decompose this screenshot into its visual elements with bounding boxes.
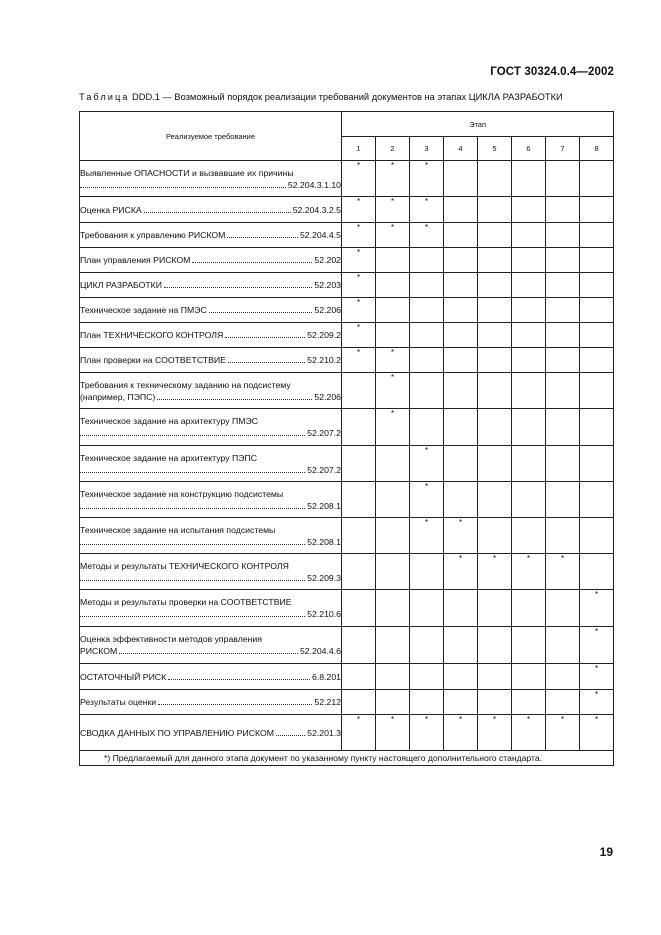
stage-mark-cell: * bbox=[512, 715, 546, 751]
stage-mark-cell bbox=[478, 298, 512, 323]
stage-mark-cell bbox=[478, 348, 512, 373]
stage-mark-cell bbox=[478, 197, 512, 223]
stage-mark-cell bbox=[376, 446, 410, 482]
stage-mark-cell bbox=[376, 273, 410, 298]
table-row bbox=[80, 298, 614, 323]
requirement-text: Техническое задание на ПМЭС bbox=[80, 305, 207, 315]
stage-mark-cell bbox=[512, 248, 546, 273]
requirement-text: Методы и результаты проверки на СООТВЕТСТВИЕ bbox=[80, 597, 292, 607]
stage-number: 7 bbox=[546, 137, 580, 161]
dot-leader bbox=[80, 615, 305, 617]
requirement-line bbox=[80, 391, 341, 403]
stage-mark-cell bbox=[546, 348, 580, 373]
stage-mark-cell bbox=[580, 518, 614, 554]
clause-reference: 52.212 bbox=[314, 697, 341, 707]
stage-mark-cell bbox=[580, 323, 614, 348]
reference-line bbox=[80, 427, 341, 439]
dot-leader bbox=[119, 652, 298, 654]
stage-mark-cell: * bbox=[376, 161, 410, 197]
stage-mark-cell: * bbox=[342, 161, 376, 197]
stage-mark-cell bbox=[410, 248, 444, 273]
clause-reference: 52.204.3.2.5 bbox=[292, 204, 341, 215]
reference-line bbox=[80, 572, 341, 584]
table-row bbox=[80, 627, 614, 664]
stage-mark-cell bbox=[512, 518, 546, 554]
stage-mark-cell: * bbox=[444, 715, 478, 751]
clause-reference: 52.203 bbox=[314, 280, 341, 290]
stage-mark-cell bbox=[342, 446, 376, 482]
clause-reference: 52.207.2 bbox=[307, 428, 341, 438]
requirement-text: Оценка РИСКА bbox=[80, 204, 142, 215]
stage-mark-cell bbox=[580, 554, 614, 590]
stage-mark-cell bbox=[444, 197, 478, 223]
stage-mark-cell bbox=[342, 590, 376, 627]
stage-mark-cell bbox=[512, 223, 546, 248]
stage-mark-cell bbox=[512, 348, 546, 373]
column-header-stage: Этап bbox=[342, 112, 614, 137]
reference-line bbox=[80, 536, 341, 548]
stage-mark-cell: * bbox=[376, 409, 410, 446]
stage-mark-cell bbox=[444, 323, 478, 348]
dot-leader bbox=[80, 507, 305, 509]
stage-mark-cell bbox=[410, 409, 444, 446]
dot-leader bbox=[157, 398, 312, 400]
requirement-cell bbox=[80, 627, 342, 664]
requirement-cell bbox=[80, 590, 342, 627]
stage-mark-cell bbox=[512, 373, 546, 409]
stage-mark-cell bbox=[580, 161, 614, 197]
caption-text: DDD.1 — Возможный порядок реализации требований документов на этапах ЦИКЛА РАЗРАБОТКИ bbox=[129, 92, 563, 102]
stage-number: 4 bbox=[444, 137, 478, 161]
stage-mark-cell bbox=[444, 248, 478, 273]
requirement-text: СВОДКА ДАННЫХ ПО УПРАВЛЕНИЮ РИСКОМ bbox=[80, 727, 274, 738]
clause-reference: 52.207.2 bbox=[307, 464, 341, 475]
stage-mark-cell bbox=[478, 446, 512, 482]
requirement-cell bbox=[80, 273, 342, 298]
table-row bbox=[80, 248, 614, 273]
stage-mark-cell bbox=[580, 348, 614, 373]
requirement-text: ЦИКЛ РАЗРАБОТКИ bbox=[80, 280, 162, 290]
requirement-cell bbox=[80, 161, 342, 197]
stage-mark-cell: * bbox=[478, 715, 512, 751]
stage-mark-cell: * bbox=[342, 223, 376, 248]
stage-mark-cell: * bbox=[376, 348, 410, 373]
stage-mark-cell: * bbox=[410, 446, 444, 482]
stage-mark-cell: * bbox=[444, 554, 478, 590]
stage-mark-cell bbox=[342, 664, 376, 690]
table-row bbox=[80, 273, 614, 298]
stage-mark-cell: * bbox=[580, 590, 614, 627]
stage-mark-cell bbox=[512, 161, 546, 197]
caption-label: Таблица bbox=[79, 92, 130, 102]
requirement-cell bbox=[80, 323, 342, 348]
stage-mark-cell bbox=[410, 690, 444, 715]
stage-mark-cell bbox=[444, 482, 478, 518]
clause-reference: 52.208.1 bbox=[307, 500, 341, 511]
stage-mark-cell bbox=[376, 554, 410, 590]
stage-mark-cell: * bbox=[410, 223, 444, 248]
table-row bbox=[80, 590, 614, 627]
dot-leader bbox=[80, 579, 305, 581]
clause-reference: 52.204.4.6 bbox=[299, 646, 341, 656]
stage-mark-cell bbox=[546, 518, 580, 554]
stage-mark-cell bbox=[410, 298, 444, 323]
stage-number: 8 bbox=[580, 137, 614, 161]
stage-mark-cell: * bbox=[512, 554, 546, 590]
stage-mark-cell bbox=[342, 518, 376, 554]
stage-mark-cell bbox=[546, 248, 580, 273]
stage-mark-cell bbox=[410, 590, 444, 627]
stage-mark-cell: * bbox=[546, 715, 580, 751]
stage-mark-cell: * bbox=[376, 197, 410, 223]
stage-mark-cell bbox=[512, 273, 546, 298]
table-row bbox=[80, 518, 614, 554]
stage-mark-cell bbox=[478, 223, 512, 248]
requirement-cell bbox=[80, 348, 342, 373]
footnote-text: *) Предлагаемый для данного этапа документ по указанному пункту настоящего дополнительного стандарта. bbox=[104, 753, 542, 763]
stage-mark-cell: * bbox=[342, 248, 376, 273]
stage-mark-cell bbox=[512, 690, 546, 715]
dot-leader bbox=[276, 734, 305, 736]
clause-reference: 52.209.3 bbox=[307, 572, 341, 583]
stage-mark-cell bbox=[580, 248, 614, 273]
stage-mark-cell: * bbox=[376, 223, 410, 248]
table-row bbox=[80, 223, 614, 248]
dot-leader bbox=[144, 211, 291, 213]
stage-mark-cell bbox=[512, 590, 546, 627]
table-row bbox=[80, 482, 614, 518]
stage-mark-cell: * bbox=[410, 161, 444, 197]
requirement-text: Техническое задание на испытания подсистемы bbox=[80, 524, 276, 535]
stage-mark-cell: * bbox=[444, 518, 478, 554]
requirement-text: РИСКОМ bbox=[80, 646, 118, 656]
clause-reference: 6.8.201 bbox=[312, 671, 341, 682]
stage-mark-cell bbox=[478, 590, 512, 627]
stage-mark-cell bbox=[478, 409, 512, 446]
stage-mark-cell bbox=[512, 409, 546, 446]
stage-mark-cell bbox=[444, 348, 478, 373]
stage-mark-cell: * bbox=[580, 715, 614, 751]
stage-mark-cell bbox=[410, 373, 444, 409]
requirement-line bbox=[80, 696, 341, 708]
table-body bbox=[80, 161, 614, 751]
requirement-cell bbox=[80, 197, 342, 223]
requirement-line bbox=[80, 671, 341, 683]
clause-reference: 52.209.2 bbox=[307, 330, 341, 340]
stage-mark-cell bbox=[546, 223, 580, 248]
dot-leader bbox=[80, 186, 286, 188]
stage-mark-cell bbox=[478, 664, 512, 690]
clause-reference: 52.202 bbox=[314, 255, 341, 265]
requirement-text: Техническое задание на архитектуру ПМЭС bbox=[80, 416, 258, 426]
stage-mark-cell bbox=[546, 482, 580, 518]
stage-mark-cell bbox=[546, 590, 580, 627]
requirement-text: Техническое задание на архитектуру ПЭПС bbox=[80, 452, 257, 463]
stage-mark-cell: * bbox=[342, 323, 376, 348]
requirement-cell bbox=[80, 518, 342, 554]
stage-mark-cell bbox=[342, 373, 376, 409]
stage-mark-cell: * bbox=[342, 197, 376, 223]
table-row bbox=[80, 161, 614, 197]
stage-number: 2 bbox=[376, 137, 410, 161]
requirement-line bbox=[80, 304, 341, 316]
stage-mark-cell bbox=[376, 664, 410, 690]
stage-mark-cell: * bbox=[342, 298, 376, 323]
stage-mark-cell bbox=[478, 323, 512, 348]
reference-line bbox=[80, 500, 341, 512]
stage-mark-cell: * bbox=[342, 273, 376, 298]
dot-leader bbox=[227, 236, 298, 238]
stage-mark-cell bbox=[478, 161, 512, 197]
stage-mark-cell: * bbox=[580, 664, 614, 690]
stage-mark-cell bbox=[512, 446, 546, 482]
stage-mark-cell: * bbox=[478, 554, 512, 590]
dot-leader bbox=[80, 471, 305, 473]
requirement-cell bbox=[80, 664, 342, 690]
stage-mark-cell bbox=[444, 690, 478, 715]
stage-mark-cell bbox=[580, 446, 614, 482]
stage-number: 5 bbox=[478, 137, 512, 161]
stage-mark-cell bbox=[444, 298, 478, 323]
stage-mark-cell bbox=[512, 323, 546, 348]
stage-mark-cell: * bbox=[580, 690, 614, 715]
table-row bbox=[80, 664, 614, 690]
dot-leader bbox=[168, 678, 310, 680]
stage-mark-cell bbox=[512, 482, 546, 518]
stage-mark-cell bbox=[410, 554, 444, 590]
requirement-text: План проверки на СООТВЕТСТВИЕ bbox=[80, 355, 226, 365]
requirement-cell bbox=[80, 223, 342, 248]
table-footnote bbox=[80, 751, 614, 766]
requirement-text: Методы и результаты ТЕХНИЧЕСКОГО КОНТРОЛЯ bbox=[80, 560, 289, 571]
stage-mark-cell bbox=[410, 627, 444, 664]
standard-header: ГОСТ 30324.0.4—2002 bbox=[490, 66, 614, 78]
stage-mark-cell bbox=[512, 197, 546, 223]
stage-mark-cell bbox=[478, 627, 512, 664]
dot-leader bbox=[209, 311, 313, 313]
stage-mark-cell bbox=[580, 273, 614, 298]
requirement-text: Оценка эффективности методов управления bbox=[80, 634, 262, 644]
stage-mark-cell: * bbox=[580, 627, 614, 664]
stage-mark-cell: * bbox=[410, 518, 444, 554]
requirement-cell bbox=[80, 715, 342, 751]
requirement-line bbox=[80, 204, 341, 216]
table-row bbox=[80, 715, 614, 751]
table-caption bbox=[79, 92, 619, 102]
requirement-line bbox=[80, 354, 341, 366]
stage-mark-cell bbox=[580, 298, 614, 323]
table-row bbox=[80, 348, 614, 373]
stage-mark-cell bbox=[478, 518, 512, 554]
clause-reference: 52.206 bbox=[314, 305, 341, 315]
requirement-line bbox=[80, 727, 341, 739]
stage-mark-cell bbox=[444, 161, 478, 197]
stage-mark-cell bbox=[580, 409, 614, 446]
stage-mark-cell bbox=[444, 409, 478, 446]
table-row bbox=[80, 554, 614, 590]
stage-mark-cell bbox=[410, 664, 444, 690]
requirement-cell bbox=[80, 482, 342, 518]
clause-reference: 52.204.3.1.10 bbox=[287, 179, 341, 190]
clause-reference: 52.201.3 bbox=[307, 727, 341, 738]
reference-line bbox=[80, 179, 341, 191]
requirement-line bbox=[80, 279, 341, 291]
table-row bbox=[80, 323, 614, 348]
requirement-cell bbox=[80, 248, 342, 273]
requirement-line bbox=[80, 254, 341, 266]
stage-mark-cell bbox=[580, 223, 614, 248]
dot-leader bbox=[80, 543, 305, 545]
stage-mark-cell bbox=[342, 409, 376, 446]
stage-mark-cell: * bbox=[546, 554, 580, 590]
stage-mark-cell bbox=[342, 482, 376, 518]
stage-mark-cell bbox=[546, 298, 580, 323]
stage-mark-cell bbox=[444, 446, 478, 482]
requirement-cell bbox=[80, 298, 342, 323]
stage-number: 6 bbox=[512, 137, 546, 161]
stage-mark-cell: * bbox=[376, 373, 410, 409]
requirement-text: Требования к управлению РИСКОМ bbox=[80, 230, 226, 240]
stage-mark-cell bbox=[376, 323, 410, 348]
stage-number: 1 bbox=[342, 137, 376, 161]
stage-mark-cell bbox=[512, 627, 546, 664]
requirement-cell bbox=[80, 554, 342, 590]
stage-mark-cell bbox=[342, 554, 376, 590]
stage-mark-cell bbox=[444, 273, 478, 298]
requirement-text: План управления РИСКОМ bbox=[80, 255, 191, 265]
clause-reference: 52.206 bbox=[314, 391, 341, 402]
stage-mark-cell bbox=[546, 446, 580, 482]
stage-mark-cell bbox=[376, 482, 410, 518]
stage-mark-cell bbox=[376, 248, 410, 273]
stage-mark-cell bbox=[546, 373, 580, 409]
dot-leader bbox=[192, 261, 312, 263]
table-row bbox=[80, 373, 614, 409]
stage-mark-cell bbox=[546, 627, 580, 664]
stage-mark-cell bbox=[546, 664, 580, 690]
requirement-cell bbox=[80, 446, 342, 482]
column-header-requirement: Реализуемое требование bbox=[80, 112, 342, 161]
requirement-text: ОСТАТОЧНЫЙ РИСК bbox=[80, 671, 167, 682]
stage-mark-cell bbox=[546, 409, 580, 446]
requirement-text: Результаты оценки bbox=[80, 697, 157, 707]
clause-reference: 52.204.4.5 bbox=[299, 230, 341, 240]
stage-mark-cell bbox=[478, 248, 512, 273]
requirements-table bbox=[79, 111, 614, 766]
dot-leader bbox=[164, 286, 312, 288]
stage-mark-cell bbox=[478, 482, 512, 518]
stage-mark-cell bbox=[478, 690, 512, 715]
stage-mark-cell bbox=[580, 482, 614, 518]
stage-mark-cell bbox=[478, 273, 512, 298]
stage-mark-cell bbox=[546, 161, 580, 197]
stage-mark-cell bbox=[546, 197, 580, 223]
dot-leader bbox=[228, 361, 305, 363]
page-number: 19 bbox=[599, 845, 613, 859]
stage-mark-cell bbox=[444, 373, 478, 409]
stage-mark-cell: * bbox=[376, 715, 410, 751]
stage-mark-cell bbox=[546, 323, 580, 348]
stage-mark-cell bbox=[376, 590, 410, 627]
requirement-text: Выявленные ОПАСНОСТИ и вызвавшие их причины bbox=[80, 167, 294, 178]
requirement-cell bbox=[80, 373, 342, 409]
stage-mark-cell: * bbox=[410, 715, 444, 751]
stage-mark-cell bbox=[546, 690, 580, 715]
stage-mark-cell: * bbox=[342, 715, 376, 751]
stage-mark-cell bbox=[580, 373, 614, 409]
stage-mark-cell bbox=[342, 627, 376, 664]
requirement-line bbox=[80, 229, 341, 241]
clause-reference: 52.210.6 bbox=[307, 609, 341, 619]
stage-mark-cell bbox=[410, 323, 444, 348]
stage-mark-cell bbox=[512, 298, 546, 323]
stage-mark-cell bbox=[342, 690, 376, 715]
requirement-line bbox=[80, 329, 341, 341]
requirement-text: Требования к техническому заданию на подсистему bbox=[80, 379, 291, 390]
stage-mark-cell bbox=[512, 664, 546, 690]
stage-mark-cell bbox=[410, 348, 444, 373]
stage-mark-cell bbox=[376, 518, 410, 554]
stage-mark-cell bbox=[546, 273, 580, 298]
requirement-line bbox=[80, 645, 341, 657]
clause-reference: 52.208.1 bbox=[307, 536, 341, 547]
dot-leader bbox=[225, 336, 305, 338]
table-row bbox=[80, 409, 614, 446]
table-row bbox=[80, 197, 614, 223]
requirement-text: План ТЕХНИЧЕСКОГО КОНТРОЛЯ bbox=[80, 330, 224, 340]
reference-line bbox=[80, 608, 341, 620]
table-row bbox=[80, 690, 614, 715]
stage-mark-cell: * bbox=[410, 482, 444, 518]
requirement-text: Техническое задание на конструкцию подсистемы bbox=[80, 488, 284, 499]
requirement-text: (например, ПЭПС) bbox=[80, 391, 156, 402]
stage-mark-cell bbox=[376, 627, 410, 664]
stage-mark-cell bbox=[444, 223, 478, 248]
dot-leader bbox=[158, 703, 312, 705]
dot-leader bbox=[80, 434, 305, 436]
stage-number: 3 bbox=[410, 137, 444, 161]
stage-mark-cell bbox=[410, 273, 444, 298]
stage-mark-cell bbox=[444, 664, 478, 690]
stage-mark-cell bbox=[580, 197, 614, 223]
stage-mark-cell: * bbox=[342, 348, 376, 373]
requirement-cell bbox=[80, 409, 342, 446]
stage-mark-cell bbox=[478, 373, 512, 409]
stage-mark-cell bbox=[444, 590, 478, 627]
stage-mark-cell bbox=[376, 690, 410, 715]
stage-mark-cell: * bbox=[410, 197, 444, 223]
requirement-cell bbox=[80, 690, 342, 715]
clause-reference: 52.210.2 bbox=[307, 355, 341, 365]
stage-mark-cell bbox=[444, 627, 478, 664]
table-row bbox=[80, 446, 614, 482]
reference-line bbox=[80, 464, 341, 476]
stage-mark-cell bbox=[376, 298, 410, 323]
